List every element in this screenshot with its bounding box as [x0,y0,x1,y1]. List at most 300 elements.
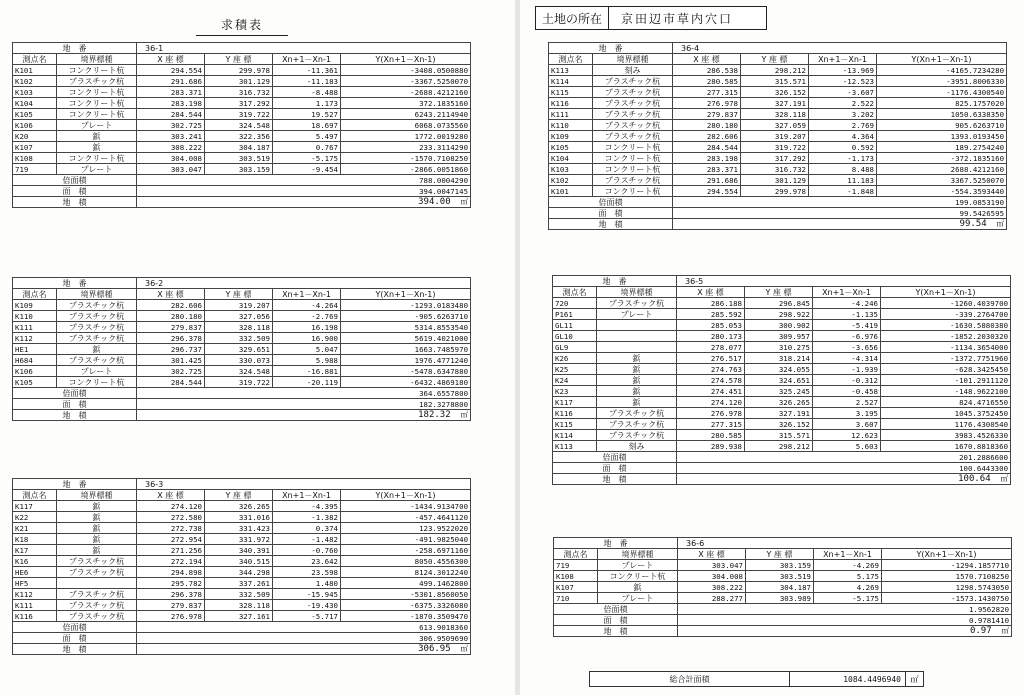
area-unit: ㎡ [996,219,1005,228]
double-area-label: 倍面積 [554,604,678,615]
marker-type: プレート [598,593,678,604]
y-product: -1870.3509470 [341,611,471,622]
marker-type: プレート [57,366,137,377]
document-title: 求積表 [196,16,288,36]
point-name: K111 [13,600,57,611]
grand-total-label: 総合計面積 [590,672,790,686]
y-product: -339.2764700 [881,309,1011,320]
point-name: K104 [13,98,57,109]
lot-number: 36-3 [137,479,471,490]
x-diff: 5.603 [813,441,881,452]
y-product: -1372.7751960 [881,353,1011,364]
point-name: K112 [13,589,57,600]
marker-type [57,578,137,589]
double-area-label: 倍面積 [13,622,137,633]
table-row [549,65,1007,76]
x-diff: -4.264 [273,300,341,311]
point-name: K106 [13,366,57,377]
column-header-row [13,289,471,300]
lot-number: 36-4 [673,43,1007,54]
point-name: P161 [553,309,597,320]
table-row [553,419,1011,430]
point-name: K111 [13,322,57,333]
col-header-product: Y(Xn+1－Xn-1) [882,549,1012,560]
point-name: K107 [13,142,57,153]
table-row [13,322,471,333]
table-row [549,87,1007,98]
marker-type: コンクリート杭 [593,186,673,197]
table-row [13,611,471,622]
y-product: -5301.8560050 [341,589,471,600]
location-label: 土地の所在 [536,7,609,29]
x-coord: 286.188 [677,298,745,309]
area-spacer [137,399,273,410]
marker-type: 鋲 [597,364,677,375]
point-name: K109 [549,131,593,142]
x-coord: 276.978 [673,98,741,109]
y-product: -457.4641120 [341,512,471,523]
x-coord: 304.008 [137,153,205,164]
x-diff: -5.175 [273,153,341,164]
table-row [13,556,471,567]
marker-type: プラスチック杭 [593,109,673,120]
table-row [13,355,471,366]
marker-type: 鋲 [598,582,678,593]
y-coord: 325.245 [745,386,813,397]
y-product: -101.2911120 [881,375,1011,386]
y-coord: 315.571 [741,76,809,87]
y-coord: 303.159 [205,164,273,175]
area-table [12,478,471,655]
y-product: -4165.7234280 [877,65,1007,76]
marker-type: プラスチック杭 [57,567,137,578]
area-number: 182.3278800 [419,399,469,409]
lot-number: 36-5 [677,276,1011,287]
point-name: K109 [13,300,57,311]
area-number: 0.9781410 [968,615,1010,625]
marker-type: コンクリート杭 [57,377,137,388]
y-coord: 304.187 [746,582,814,593]
table-row [13,300,471,311]
y-coord: 298.922 [745,309,813,320]
x-coord: 289.938 [677,441,745,452]
marker-type: プレート [57,164,137,175]
y-coord: 319.207 [741,131,809,142]
point-name: K111 [549,109,593,120]
y-product: 1772.0019280 [341,131,471,142]
x-coord: 294.554 [137,65,205,76]
x-diff: 1.173 [273,98,341,109]
table-row [554,593,1012,604]
point-name: GL10 [553,331,597,342]
double-area-spacer [673,197,809,208]
area-number: 306.9509690 [419,633,469,643]
y-product: -3951.8006330 [877,76,1007,87]
col-header-point: 測点名 [13,54,57,65]
y-product: -1134.3654000 [881,342,1011,353]
col-header-marker: 境界標種 [57,289,137,300]
lot-row [554,538,1012,549]
y-product: 2688.4212160 [877,164,1007,175]
y-coord: 337.261 [205,578,273,589]
table-row [13,153,471,164]
y-coord: 319.207 [205,300,273,311]
column-header-row [549,54,1007,65]
location-box [535,6,767,30]
x-coord: 280.173 [677,331,745,342]
marker-type: 鋲 [57,512,137,523]
x-diff: 2.769 [809,120,877,131]
table-row [553,375,1011,386]
y-coord: 324.055 [745,364,813,375]
table-row [13,344,471,355]
table-row [13,534,471,545]
y-product: -2688.4212160 [341,87,471,98]
table-row [553,397,1011,408]
x-coord: 279.837 [673,109,741,120]
x-diff: 2.527 [813,397,881,408]
table-row [549,164,1007,175]
lot-label: 地 番 [549,43,673,54]
point-name: K106 [13,120,57,131]
table-row [13,578,471,589]
x-coord: 303.047 [137,164,205,175]
land-area-number: 306.95 [418,644,451,654]
y-coord: 331.972 [205,534,273,545]
y-coord: 319.722 [741,142,809,153]
y-coord: 340.515 [205,556,273,567]
double-area-row [13,175,471,186]
y-product: -1434.9134700 [341,501,471,512]
col-header-marker: 境界標種 [597,287,677,298]
col-header-product: Y(Xn+1－Xn-1) [341,490,471,501]
x-coord: 280.585 [673,76,741,87]
point-name: K110 [13,311,57,322]
col-header-point: 測点名 [549,54,593,65]
point-name: H684 [13,355,57,366]
point-name: K113 [549,65,593,76]
x-coord: 291.686 [673,175,741,186]
col-header-y: Y 座 標 [741,54,809,65]
double-area-spacer [137,388,273,399]
x-coord: 294.554 [673,186,741,197]
y-coord: 332.509 [205,333,273,344]
y-coord: 327.191 [741,98,809,109]
marker-type: プラスチック杭 [597,430,677,441]
marker-type: コンクリート杭 [57,153,137,164]
table-row [553,320,1011,331]
area-row [549,208,1007,219]
point-name: K116 [553,408,597,419]
table-row [554,571,1012,582]
x-diff: -1.173 [809,153,877,164]
area-unit: ㎡ [460,410,469,419]
x-diff: -4.269 [814,560,882,571]
point-name: GL11 [553,320,597,331]
y-coord: 344.298 [205,567,273,578]
land-area-number: 0.97 [969,626,992,636]
x-diff: 8.488 [809,164,877,175]
y-product: 825.1757020 [877,98,1007,109]
marker-type: コンクリート杭 [593,142,673,153]
x-coord: 291.686 [137,76,205,87]
x-coord: 280.180 [673,120,741,131]
lot-row [549,43,1007,54]
point-name: K115 [549,87,593,98]
col-header-y: Y 座 標 [205,490,273,501]
point-name: K18 [13,534,57,545]
marker-type [597,342,677,353]
col-header-marker: 境界標種 [593,54,673,65]
area-unit: ㎡ [460,197,469,206]
area-value [273,399,471,410]
marker-type [597,320,677,331]
area-spacer [137,633,273,644]
marker-type: 鋲 [597,353,677,364]
x-diff: 0.767 [273,142,341,153]
x-coord: 308.222 [137,142,205,153]
y-product: -1852.2030320 [881,331,1011,342]
double-area-spacer [137,175,273,186]
x-diff: -19.430 [273,600,341,611]
double-area-number: 199.0853190 [955,197,1005,207]
x-coord: 288.277 [678,593,746,604]
x-diff: 5.497 [273,131,341,142]
grand-total-box [589,671,924,687]
y-coord: 299.978 [741,186,809,197]
col-header-diff: Xn+1－Xn-1 [273,490,341,501]
x-coord: 303.047 [678,560,746,571]
marker-type: 鋲 [57,534,137,545]
y-product: -6375.3326080 [341,600,471,611]
x-diff: -4.395 [273,501,341,512]
point-name: K117 [13,501,57,512]
y-product: 8050.4556300 [341,556,471,567]
marker-type: 鋲 [57,501,137,512]
x-coord: 295.782 [137,578,205,589]
table-row [13,87,471,98]
lot-row [13,479,471,490]
x-coord: 272.580 [137,512,205,523]
area-number: 100.6443300 [959,463,1009,473]
point-name: K114 [549,76,593,87]
marker-type: コンクリート杭 [57,109,137,120]
land-area-value [814,626,1012,637]
y-product: 905.6263710 [877,120,1007,131]
table-row [554,560,1012,571]
lot-number: 36-6 [678,538,1012,549]
x-diff: -16.881 [273,366,341,377]
area-label: 面 積 [549,208,673,219]
double-area-number: 1.9562820 [968,604,1010,614]
x-diff: -0.458 [813,386,881,397]
x-coord: 284.544 [137,377,205,388]
marker-type: プラスチック杭 [57,333,137,344]
point-name: K22 [13,512,57,523]
y-product: 1176.4300540 [881,419,1011,430]
x-diff: -4.246 [813,298,881,309]
col-header-y: Y 座 標 [746,549,814,560]
marker-type: コンクリート杭 [57,98,137,109]
x-coord: 274.451 [677,386,745,397]
table-row [553,309,1011,320]
point-name: K105 [13,377,57,388]
table-row [13,600,471,611]
land-area-number: 394.00 [418,197,451,207]
point-name: K114 [553,430,597,441]
x-coord: 274.120 [137,501,205,512]
table-row [13,366,471,377]
table-row [549,186,1007,197]
y-product: 5619.4021000 [341,333,471,344]
double-area-value [813,452,1011,463]
y-product: 1393.0193450 [877,131,1007,142]
x-coord: 285.592 [677,309,745,320]
double-area-row [13,388,471,399]
point-name: K105 [549,142,593,153]
y-coord: 324.651 [745,375,813,386]
marker-type: プラスチック杭 [57,355,137,366]
y-coord: 324.548 [205,366,273,377]
table-row [13,131,471,142]
x-diff: -8.488 [273,87,341,98]
point-name: HE1 [13,344,57,355]
area-number: 99.5426595 [959,208,1005,218]
point-name: K25 [553,364,597,375]
table-row [13,501,471,512]
point-name: K112 [13,333,57,344]
area-spacer [677,463,813,474]
y-product: 372.1835160 [341,98,471,109]
y-coord: 330.073 [205,355,273,366]
x-coord: 283.198 [673,153,741,164]
x-diff: -13.969 [809,65,877,76]
y-product: -1630.5880380 [881,320,1011,331]
x-diff: -1.135 [813,309,881,320]
col-header-diff: Xn+1－Xn-1 [814,549,882,560]
x-diff: 11.183 [809,175,877,186]
y-product: 1663.7485970 [341,344,471,355]
lot-row [13,278,471,289]
y-coord: 327.161 [205,611,273,622]
marker-type: 刻み [593,65,673,76]
y-coord: 304.187 [205,142,273,153]
x-diff: -12.523 [809,76,877,87]
point-name: K17 [13,545,57,556]
table-row [553,331,1011,342]
y-product: 8124.3012240 [341,567,471,578]
land-area-value [809,219,1007,230]
x-diff: -3.656 [813,342,881,353]
y-product: 3983.4526330 [881,430,1011,441]
table-row [553,386,1011,397]
land-area-spacer [673,219,809,230]
point-name: 719 [554,560,598,571]
land-area-row [13,644,471,655]
y-coord: 340.391 [205,545,273,556]
x-diff: 5.175 [814,571,882,582]
point-name: K21 [13,523,57,534]
land-area-row [13,410,471,421]
x-coord: 276.978 [137,611,205,622]
double-area-number: 613.9018360 [419,622,469,632]
y-coord: 326.152 [745,419,813,430]
double-area-label: 倍面積 [553,452,677,463]
x-diff: -1.382 [273,512,341,523]
table-row [13,142,471,153]
land-area-label: 地 積 [549,219,673,230]
land-area-label: 地 積 [13,410,137,421]
x-diff: 5.988 [273,355,341,366]
area-spacer [137,186,273,197]
x-coord: 283.198 [137,98,205,109]
y-product: -628.3425450 [881,364,1011,375]
point-name: K16 [13,556,57,567]
y-product: -1176.4300540 [877,87,1007,98]
marker-type: プラスチック杭 [57,600,137,611]
col-header-diff: Xn+1－Xn-1 [813,287,881,298]
y-product: -554.3593440 [877,186,1007,197]
table-row [13,109,471,120]
point-name: HE6 [13,567,57,578]
column-header-row [13,54,471,65]
y-coord: 319.722 [205,377,273,388]
table-row [553,408,1011,419]
x-diff: 5.047 [273,344,341,355]
col-header-y: Y 座 標 [205,54,273,65]
y-product: 1298.5743050 [882,582,1012,593]
col-header-x: X 座 標 [137,490,205,501]
x-diff: 3.607 [813,419,881,430]
point-name: K108 [554,571,598,582]
marker-type: 鋲 [597,375,677,386]
location-value: 京田辺市草内穴口 [621,11,734,26]
land-area-label: 地 積 [13,644,137,655]
point-name: 710 [554,593,598,604]
marker-type: 刻み [597,441,677,452]
col-header-x: X 座 標 [137,54,205,65]
x-coord: 303.241 [137,131,205,142]
x-diff: 23.642 [273,556,341,567]
point-name: 719 [13,164,57,175]
x-diff: 1.480 [273,578,341,589]
x-coord: 283.371 [137,87,205,98]
lot-label: 地 番 [13,43,137,54]
marker-type: コンクリート杭 [598,571,678,582]
x-diff: -2.769 [273,311,341,322]
y-product: -1294.1857710 [882,560,1012,571]
y-coord: 327.059 [741,120,809,131]
land-area-number: 182.32 [418,410,451,420]
land-area-label: 地 積 [554,626,678,637]
x-coord: 282.606 [673,131,741,142]
area-unit: ㎡ [1001,626,1010,635]
marker-type: プラスチック杭 [593,175,673,186]
double-area-spacer [677,452,813,463]
land-area-row [549,219,1007,230]
x-coord: 274.763 [677,364,745,375]
table-row [549,76,1007,87]
double-area-row [553,452,1011,463]
y-product: 1050.6338350 [877,109,1007,120]
y-coord: 303.159 [746,560,814,571]
double-area-spacer [137,622,273,633]
table-row [13,311,471,322]
land-area-value [273,197,471,208]
y-product: -2866.0051860 [341,164,471,175]
marker-type: プラスチック杭 [57,76,137,87]
area-label: 面 積 [13,186,137,197]
